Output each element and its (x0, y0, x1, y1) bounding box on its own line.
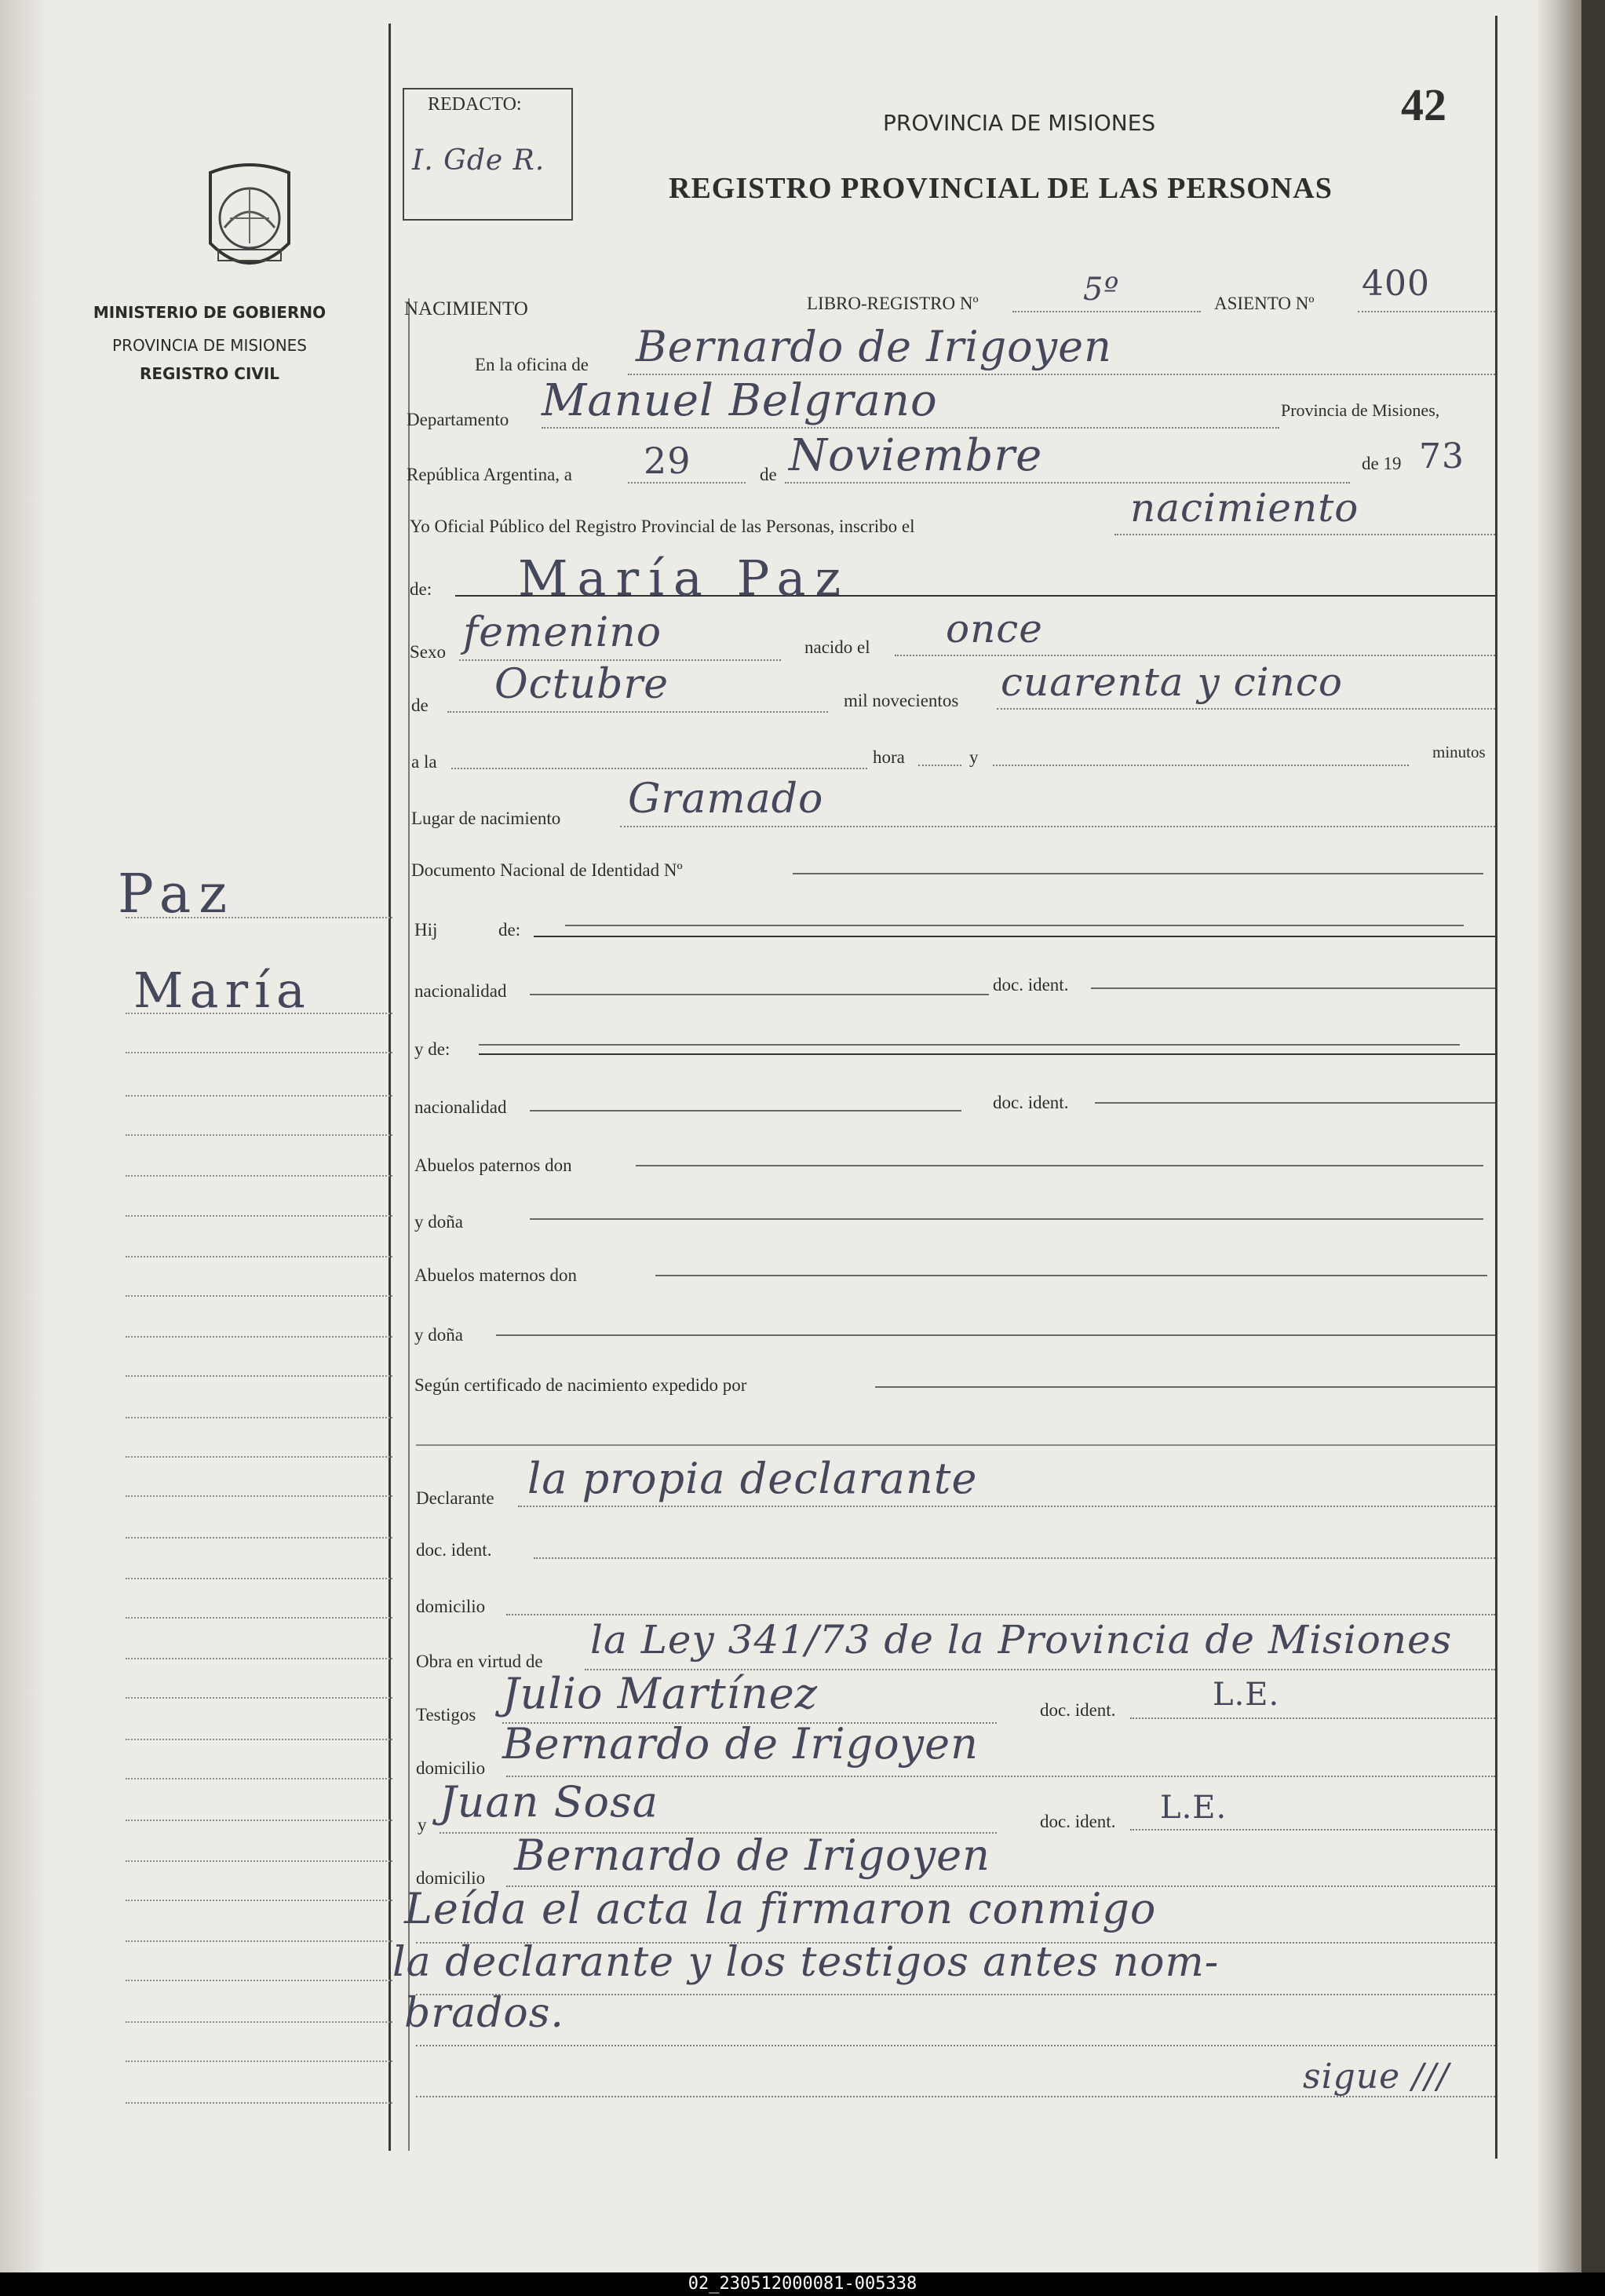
a-la-label: a la (411, 752, 437, 772)
nota-underline-2 (416, 1994, 1495, 1995)
nacionalidad-label-2: nacionalidad (414, 1097, 507, 1117)
stub-line (126, 1537, 392, 1539)
testigo1-doc-value: L.E. (1213, 1677, 1280, 1713)
stub-line (126, 1860, 392, 1862)
declarante-label: Declarante (416, 1488, 494, 1508)
segun-label: Según certificado de nacimiento expedido por (414, 1375, 747, 1395)
stub-line (126, 1980, 392, 1981)
departamento-value: Manuel Belgrano (542, 375, 938, 426)
abuelos-maternos-label: Abuelos maternos don (414, 1265, 577, 1285)
departamento-line (542, 427, 1279, 429)
y-de-line-2 (479, 1053, 1495, 1055)
de-persona-label: de: (410, 579, 432, 599)
sidebar-surname: Paz (118, 863, 235, 925)
y-label: y (969, 747, 979, 767)
sidebar-given-name: María (133, 962, 312, 1019)
oficina-label: En la oficina de (475, 355, 589, 374)
redacto-value: I. Gde R. (412, 144, 545, 177)
dni-label: Documento Nacional de Identidad Nº (411, 860, 683, 880)
redacto-label: REDACTO: (428, 94, 522, 115)
sidebar-province: PROVINCIA DE MISIONES (112, 336, 307, 355)
doc-ident-label: doc. ident. (993, 975, 1069, 995)
stub-line (126, 1134, 392, 1136)
stub-line (126, 1295, 392, 1297)
libro-value: 5º (1083, 272, 1120, 308)
testigo1-value: Julio Martínez (502, 1669, 819, 1718)
hij-label: Hij (414, 920, 438, 940)
lugar-line (620, 826, 1495, 827)
doc-ident-line-2 (1095, 1102, 1495, 1104)
stub-line (126, 1940, 392, 1942)
stub-line (126, 1900, 392, 1901)
doc-ident-line (1091, 987, 1495, 989)
minutos-line (993, 765, 1409, 766)
y-dona-label-2: y doña (414, 1325, 463, 1345)
ano-nac-line (997, 708, 1495, 710)
stub-line (126, 1336, 392, 1338)
testigo2-y-label: y (418, 1815, 427, 1834)
y-dona-line (530, 1218, 1483, 1220)
ano-nac-value: cuarenta y cinco (1001, 659, 1343, 705)
segun-line (875, 1386, 1495, 1388)
header-title: REGISTRO PROVINCIAL DE LAS PERSONAS (669, 172, 1333, 205)
binding-shadow (0, 0, 47, 2272)
hij-de-label: de: (498, 920, 521, 940)
page-edge (1538, 0, 1581, 2272)
inscribo-line (1114, 534, 1495, 535)
stub-line (126, 1820, 392, 1821)
hora-line-2 (918, 765, 961, 766)
testigo2-doc-line (1130, 1829, 1495, 1831)
nacionalidad-line-2 (530, 1110, 961, 1111)
libro-label: LIBRO-REGISTRO Nº (807, 294, 979, 313)
doc-ident-label-2: doc. ident. (993, 1093, 1069, 1112)
dia-value: 29 (644, 440, 691, 482)
asiento-line (1358, 311, 1495, 312)
testigo2-doc-value: L.E. (1160, 1790, 1227, 1826)
lugar-label: Lugar de nacimiento (411, 809, 561, 828)
nombre-value: María Paz (518, 549, 851, 607)
sidebar-ministry: MINISTERIO DE GOBIERNO (93, 303, 326, 322)
y-dona-label: y doña (414, 1212, 463, 1232)
nacionalidad-label: nacionalidad (414, 981, 507, 1001)
doc-ident-short-label: doc. ident. (416, 1540, 492, 1560)
mes-nac-value: Octubre (494, 661, 669, 708)
sexo-value: femenino (463, 609, 662, 656)
stub-line (126, 1456, 392, 1458)
declarante-value: la propia declarante (527, 1454, 978, 1503)
coat-of-arms-icon (195, 157, 305, 283)
abuelos-maternos-line (655, 1275, 1487, 1276)
dni-line (793, 873, 1483, 874)
sidebar-registry: REGISTRO CIVIL (139, 364, 280, 383)
y-de-label: y de: (414, 1039, 450, 1059)
oficial-label: Yo Oficial Público del Registro Provincial de las Personas, inscribo el (410, 517, 915, 536)
mes-nac-line (447, 711, 828, 713)
inscribo-value: nacimiento (1130, 485, 1359, 531)
stub-line (126, 1495, 392, 1497)
minutos-label: minutos (1432, 743, 1486, 761)
obra-value: la Ley 341/73 de la Provincia de Misiones (590, 1617, 1453, 1663)
sexo-label: Sexo (410, 642, 446, 662)
domicilio-label: domicilio (416, 1597, 486, 1616)
stub-line (126, 1175, 392, 1177)
abuelos-paternos-line (636, 1165, 1483, 1166)
form-inner-border (408, 298, 410, 2151)
asiento-label: ASIENTO Nº (1214, 294, 1315, 313)
abuelos-paternos-label: Abuelos paternos don (414, 1155, 572, 1175)
dia-line (628, 482, 746, 484)
departamento-label: Departamento (407, 410, 509, 429)
testigo1-doc-label: doc. ident. (1040, 1700, 1116, 1720)
hora-label: hora (873, 747, 905, 767)
segun-line-2 (416, 1444, 1495, 1446)
stub-line (126, 2061, 392, 2062)
domicilio-line (506, 1614, 1495, 1615)
de-ano-label: de 19 (1362, 454, 1402, 473)
ano-value: 73 (1419, 436, 1465, 476)
de-label: de (760, 465, 777, 484)
nota-line-1: Leída el acta la firmaron conmigo (404, 1884, 1157, 1933)
testigo1-domicilio-label: domicilio (416, 1758, 486, 1778)
doc-ident-short-line (534, 1557, 1495, 1559)
hora-line (451, 768, 867, 769)
nota-line-3: brados. (404, 1990, 564, 2037)
stub-line (126, 1215, 392, 1217)
stub-line (126, 1658, 392, 1659)
nacionalidad-line (530, 994, 989, 995)
testigos-label: Testigos (416, 1705, 476, 1725)
form-right-border (1495, 16, 1497, 2159)
mes-value: Noviembre (789, 430, 1043, 481)
provincia-label: Provincia de Misiones, (1281, 400, 1440, 420)
nacido-value: once (946, 606, 1043, 652)
mes-line (785, 482, 1350, 484)
testigo2-domicilio-label: domicilio (416, 1868, 486, 1888)
stub-line (126, 1375, 392, 1377)
nacido-line (895, 655, 1495, 656)
stub-line (126, 1013, 392, 1014)
image-id-footer: 02_230512000081-005338 (0, 2272, 1605, 2296)
testigo1-doc-line (1130, 1717, 1495, 1719)
testigo1-domicilio-value: Bernardo de Irigoyen (502, 1719, 979, 1769)
stub-line (126, 1617, 392, 1619)
republica-label: República Argentina, a (407, 465, 572, 484)
stub-line (126, 1578, 392, 1579)
hij-line-2 (534, 936, 1495, 937)
stub-line (126, 1095, 392, 1097)
redacto-box (403, 88, 573, 221)
header-province: PROVINCIA DE MISIONES (883, 110, 1156, 136)
stub-line (126, 1778, 392, 1779)
sigue-mark: sigue /// (1303, 2057, 1450, 2097)
record-type-label: NACIMIENTO (404, 298, 528, 319)
obra-label: Obra en virtud de (416, 1652, 543, 1671)
y-de-line (479, 1044, 1460, 1046)
form-left-border (388, 24, 391, 2151)
testigo2-doc-label: doc. ident. (1040, 1812, 1116, 1831)
testigo2-domicilio-value: Bernardo de Irigoyen (514, 1831, 990, 1880)
stub-line (126, 1697, 392, 1699)
nacido-label: nacido el (804, 637, 870, 657)
oficina-value: Bernardo de Irigoyen (636, 322, 1112, 371)
libro-line (1012, 311, 1201, 312)
stub-line (126, 1417, 392, 1418)
stub-line (126, 1256, 392, 1258)
declarante-line (518, 1506, 1495, 1507)
nota-line-2: la declarante y los testigos antes nom- (392, 1939, 1220, 1986)
y-dona-line-2 (496, 1334, 1495, 1336)
nota-underline-3 (416, 2045, 1495, 2046)
hij-line (565, 925, 1464, 926)
stub-line (126, 917, 392, 918)
asiento-value: 400 (1362, 264, 1430, 304)
stub-line (126, 2021, 392, 2023)
testigo2-value: Juan Sosa (440, 1777, 658, 1827)
lugar-value: Gramado (628, 776, 824, 823)
stub-line (126, 2102, 392, 2104)
de-mes-label: de (411, 695, 429, 715)
stub-line (126, 1739, 392, 1740)
stub-line (126, 1052, 392, 1053)
page-number: 42 (1401, 79, 1446, 130)
mil-label: mil novecientos (844, 691, 959, 710)
